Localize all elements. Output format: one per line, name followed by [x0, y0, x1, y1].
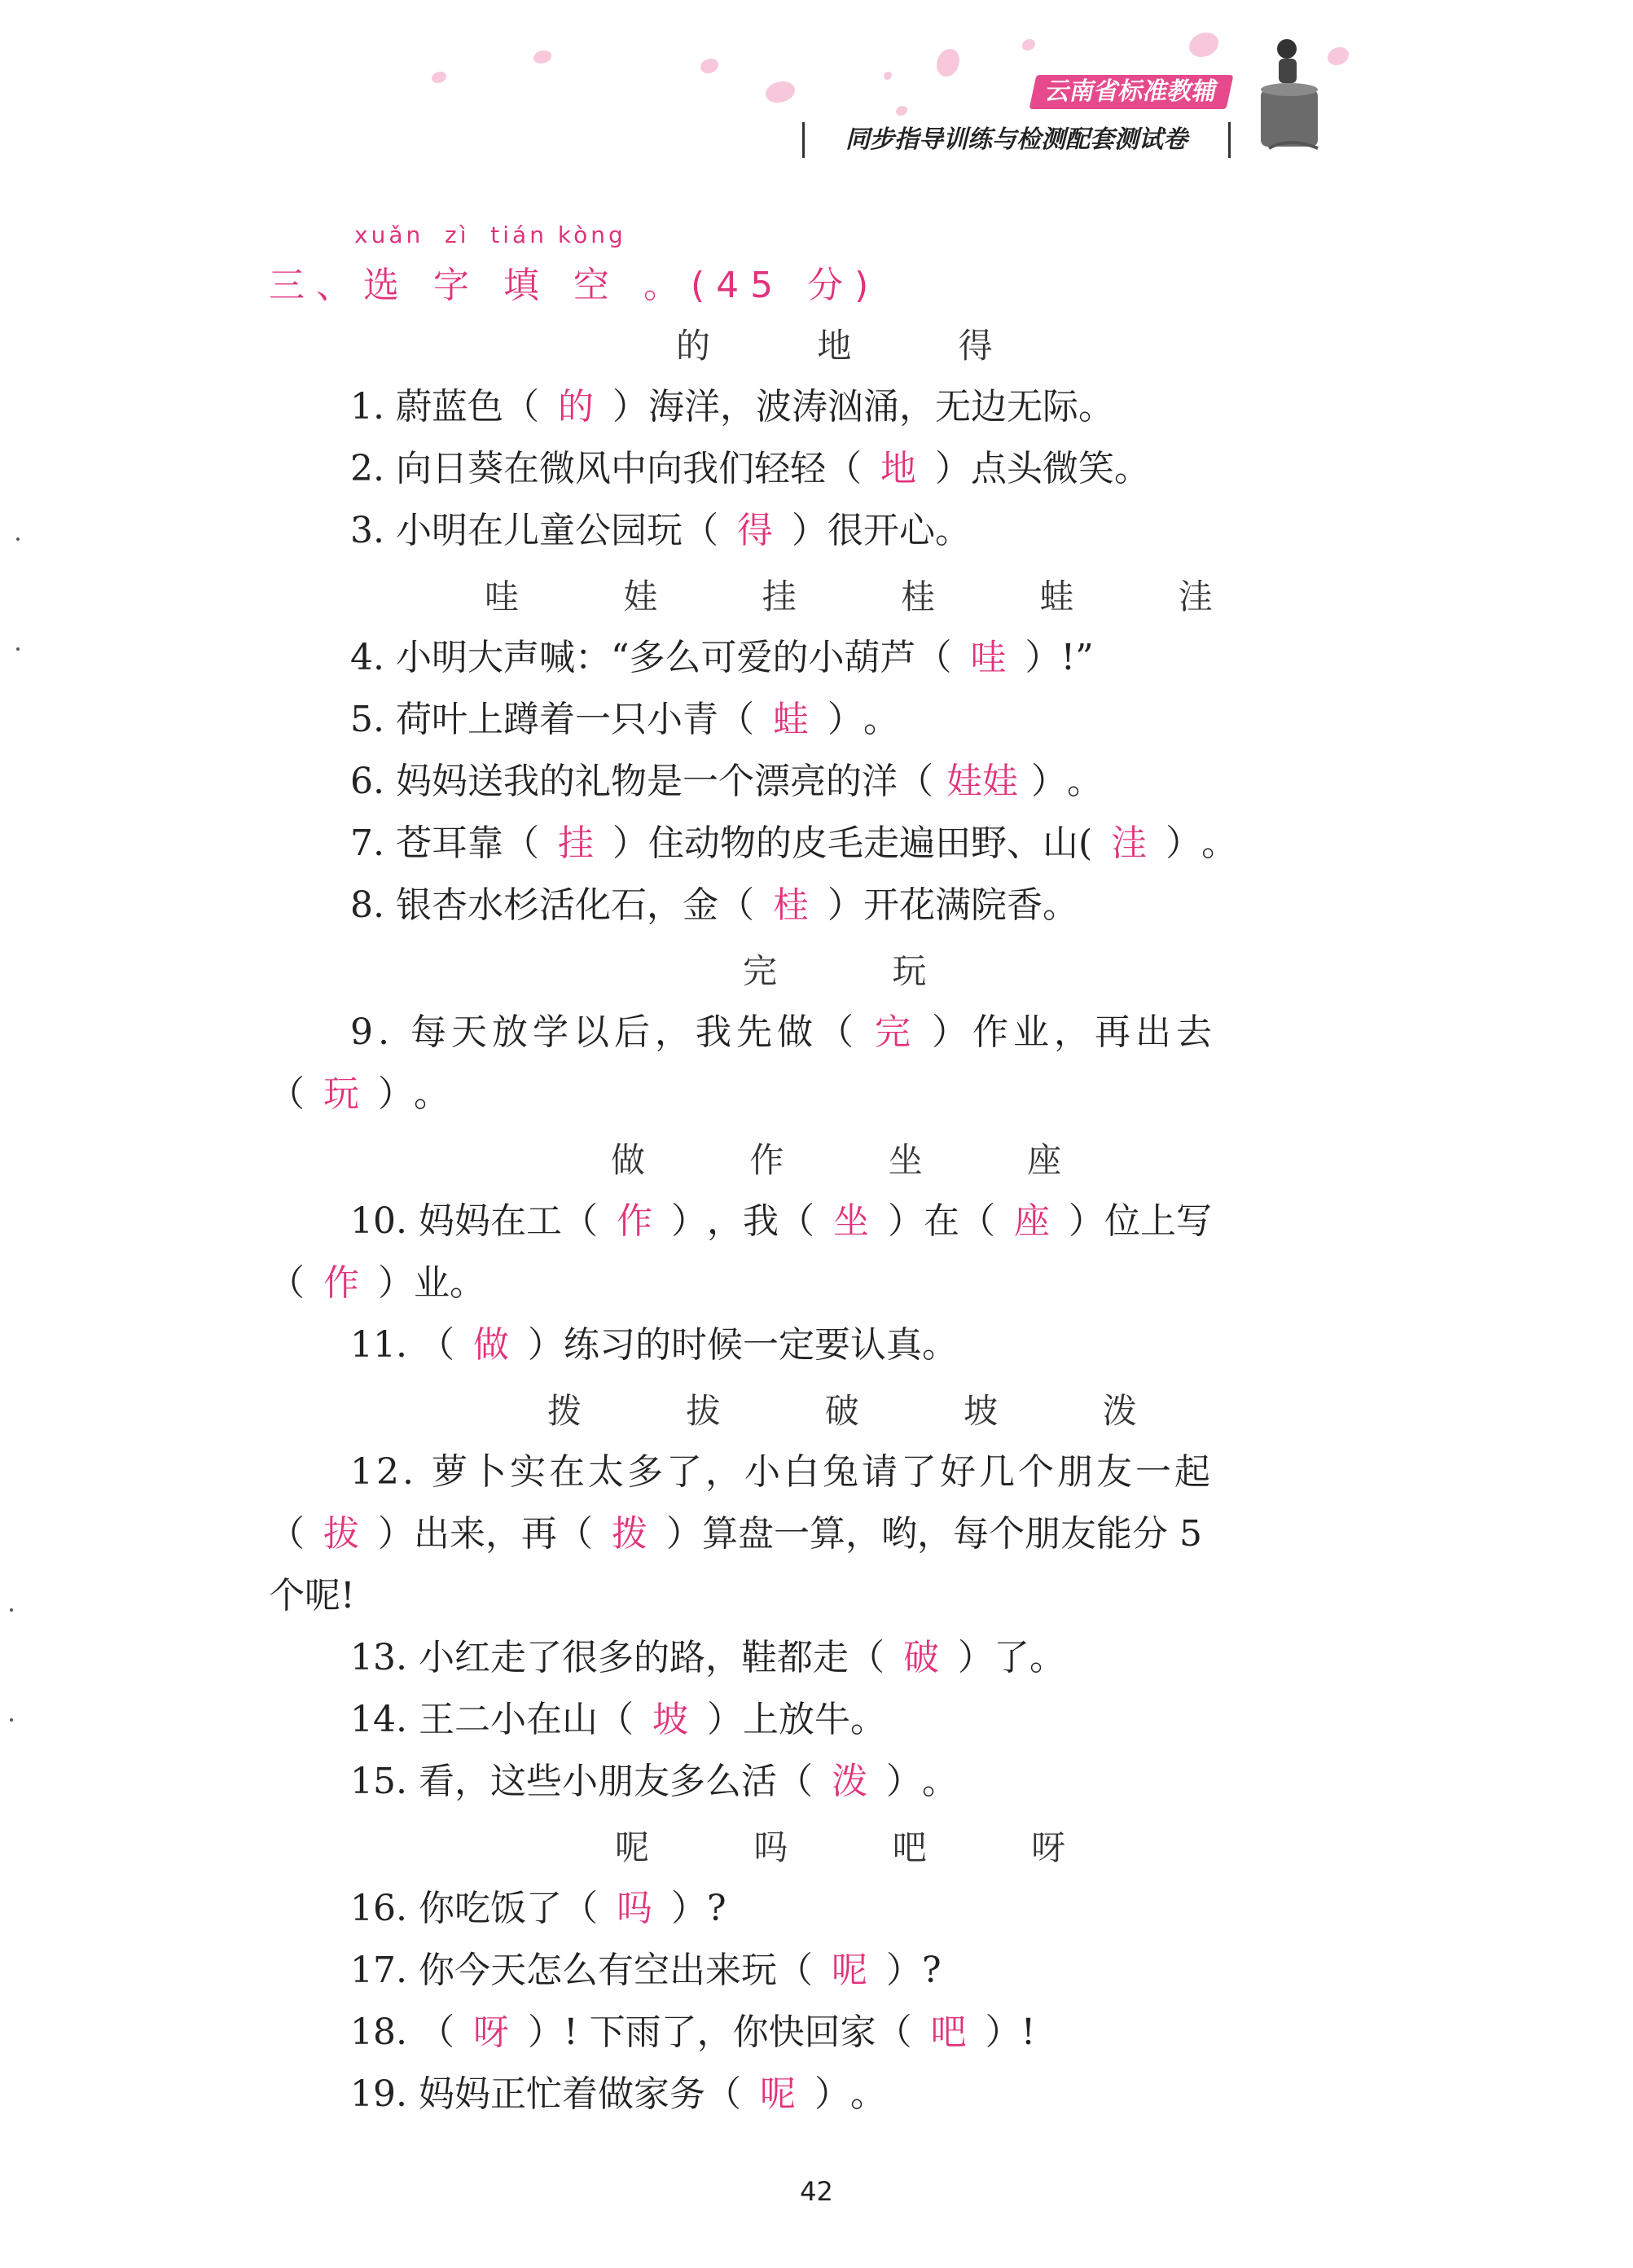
- series-title: 同步指导训练与检测配套测试卷: [802, 122, 1231, 158]
- choice-group-5: [547, 1384, 1136, 1433]
- choice-char: 洼: [1178, 577, 1213, 616]
- question-number: 13.: [350, 1637, 407, 1678]
- question-number: 6.: [350, 761, 384, 802]
- question-15: 15. 看，这些小朋友多么活（ 泼 ）。: [350, 1757, 958, 1806]
- question-number: 19.: [350, 2073, 407, 2115]
- answer: 蛙: [772, 699, 809, 740]
- choice-char: 的: [676, 326, 711, 366]
- scan-speck: [16, 647, 20, 651]
- question-5: 5. 荷叶上蹲着一只小青（ 蛙 ）。: [350, 695, 899, 744]
- page-header: [0, 0, 1633, 171]
- answer: 呢: [759, 2073, 796, 2115]
- question-17: 17. 你今天怎么有空出来玩（ 呢 ）?: [350, 1946, 942, 1995]
- question-11: 11. （ 做 ）练习的时候一定要认真。: [350, 1321, 958, 1370]
- question-number: 4.: [350, 637, 384, 678]
- question-number: 3.: [350, 510, 384, 551]
- choice-char: 坡: [964, 1391, 999, 1431]
- answer: 挂: [557, 823, 594, 864]
- question-number: 16.: [350, 1888, 407, 1929]
- answer: 地: [880, 448, 916, 489]
- question-9-continued: （ 玩 ）。: [269, 1070, 450, 1119]
- answer: 桂: [772, 884, 809, 926]
- choice-char: 哇: [485, 577, 520, 616]
- question-12-continued: （ 拔 ）出来，再（ 拨 ）算盘一算，哟，每个朋友能分 5: [269, 1510, 1202, 1559]
- question-number: 17.: [350, 1950, 407, 1991]
- petal-decoration: [432, 72, 446, 83]
- choice-char: 做: [611, 1140, 646, 1180]
- petal-decoration: [533, 50, 551, 64]
- answer: 作: [323, 1262, 359, 1304]
- question-number: 11.: [350, 1324, 407, 1366]
- question-9: 9. 每天放学以后，我先做（ 完 ）作业，再出去: [350, 1008, 1217, 1057]
- petal-decoration: [896, 106, 907, 116]
- answer: 娃娃: [946, 761, 1018, 802]
- choice-char: 吗: [753, 1827, 788, 1867]
- question-3: 3. 小明在儿童公园玩（ 得 ）很开心。: [350, 507, 971, 555]
- answer: 哇: [970, 637, 1007, 678]
- question-14: 14. 王二小在山（ 坡 ）上放牛。: [350, 1696, 886, 1744]
- petal-decoration: [700, 59, 718, 73]
- answer: 作: [616, 1200, 652, 1242]
- question-number: 15.: [350, 1761, 407, 1802]
- question-13: 13. 小红走了很多的路，鞋都走（ 破 ）了。: [350, 1634, 1065, 1682]
- choice-group-1: [676, 319, 993, 368]
- question-number: 8.: [350, 884, 384, 926]
- choice-char: 得: [958, 326, 993, 366]
- question-number: 18.: [350, 2011, 407, 2053]
- choice-char: 拔: [686, 1391, 721, 1431]
- answer: 做: [472, 1324, 509, 1366]
- answer: 拔: [323, 1513, 359, 1555]
- choice-char: 挂: [762, 577, 797, 616]
- choice-group-6: [615, 1821, 1065, 1870]
- answer: 坐: [832, 1200, 869, 1242]
- answer: 洼: [1111, 823, 1148, 864]
- choice-char: 呢: [615, 1827, 650, 1867]
- choice-char: 桂: [901, 577, 936, 616]
- answer: 破: [902, 1637, 939, 1678]
- answer: 玩: [323, 1073, 359, 1115]
- question-8: 8. 银杏水杉活化石，金（ 桂 ）开花满院香。: [350, 881, 1078, 930]
- answer: 的: [557, 386, 594, 428]
- scan-speck: [16, 537, 20, 541]
- question-2: 2. 向日葵在微风中向我们轻轻（ 地 ）点头微笑。: [350, 445, 1150, 494]
- scan-speck: [10, 1608, 13, 1612]
- section-title: 三、选 字 填 空 。(45 分): [269, 265, 880, 306]
- choice-char: 座: [1027, 1140, 1062, 1180]
- petal-decoration: [884, 72, 892, 80]
- question-12-end: 个呢!: [269, 1575, 355, 1617]
- petal-decoration: [937, 49, 959, 77]
- choice-group-4: [611, 1134, 1061, 1182]
- choice-char: 作: [749, 1140, 784, 1180]
- question-4: 4. 小明大声喊：“多么可爱的小葫芦（ 哇 ）!”: [350, 634, 1094, 682]
- choice-char: 吧: [892, 1827, 927, 1867]
- boy-on-stump-illustration: [1236, 33, 1342, 155]
- choice-char: 呀: [1031, 1827, 1066, 1867]
- question-number: 9.: [350, 1011, 394, 1053]
- answer: 呀: [472, 2011, 509, 2053]
- scan-speck: [10, 1718, 13, 1722]
- answer: 完: [874, 1011, 915, 1053]
- question-number: 5.: [350, 699, 384, 740]
- answer: 吧: [930, 2011, 967, 2053]
- choice-group-2: [485, 570, 1213, 619]
- choice-group-3: [743, 945, 926, 994]
- question-number: 2.: [350, 448, 384, 489]
- question-18: 18. （ 呀 ）! 下雨了，你快回家（ 吧 ）!: [350, 2008, 1035, 2057]
- answer: 吗: [616, 1888, 652, 1929]
- question-number: 7.: [350, 823, 384, 864]
- question-number: 12.: [350, 1451, 417, 1493]
- question-10: 10. 妈妈在工（ 作 ），我（ 坐 ）在（ 座 ）位上写: [350, 1197, 1212, 1246]
- page-number: 42: [800, 2176, 833, 2207]
- question-7: 7. 苍耳靠（ 挂 ）住动物的皮毛走遍田野、山( 洼 ）。: [350, 819, 1237, 868]
- question-10-continued: （ 作 ）业。: [269, 1259, 485, 1308]
- choice-char: 拨: [547, 1391, 582, 1431]
- answer: 座: [1013, 1200, 1050, 1242]
- choice-char: 蛙: [1039, 577, 1074, 616]
- question-19: 19. 妈妈正忙着做家务（ 呢 ）。: [350, 2070, 886, 2119]
- choice-char: 娃: [623, 577, 658, 616]
- question-12: 12. 萝卜实在太多了，小白兔请了好几个朋友一起: [350, 1451, 1214, 1493]
- petal-decoration: [1189, 33, 1218, 57]
- choice-char: 完: [743, 951, 778, 991]
- choice-char: 地: [817, 326, 852, 366]
- answer: 坡: [652, 1699, 688, 1740]
- petal-decoration: [766, 81, 795, 103]
- choice-char: 泼: [1102, 1391, 1137, 1431]
- question-16: 16. 你吃饭了（ 吗 ）?: [350, 1884, 727, 1933]
- answer: 呢: [831, 1950, 867, 1991]
- question-number: 14.: [350, 1699, 407, 1740]
- question-number: 10.: [350, 1200, 407, 1242]
- brand-badge: 云南省标准教辅: [1029, 75, 1234, 109]
- section-pinyin: xuǎn zì tián kòng: [354, 222, 626, 248]
- choice-char: 玩: [892, 951, 927, 991]
- question-number: 1.: [350, 386, 384, 428]
- choice-char: 破: [824, 1391, 859, 1431]
- question-6: 6. 妈妈送我的礼物是一个漂亮的洋（ 娃娃 ）。: [350, 757, 1103, 806]
- petal-decoration: [1022, 39, 1035, 50]
- answer: 得: [736, 510, 773, 551]
- answer: 拨: [612, 1513, 647, 1555]
- choice-char: 坐: [888, 1140, 923, 1180]
- question-1: 1. 蔚蓝色（ 的 ）海洋，波涛汹涌，无边无际。: [350, 383, 1114, 432]
- answer: 泼: [831, 1761, 867, 1802]
